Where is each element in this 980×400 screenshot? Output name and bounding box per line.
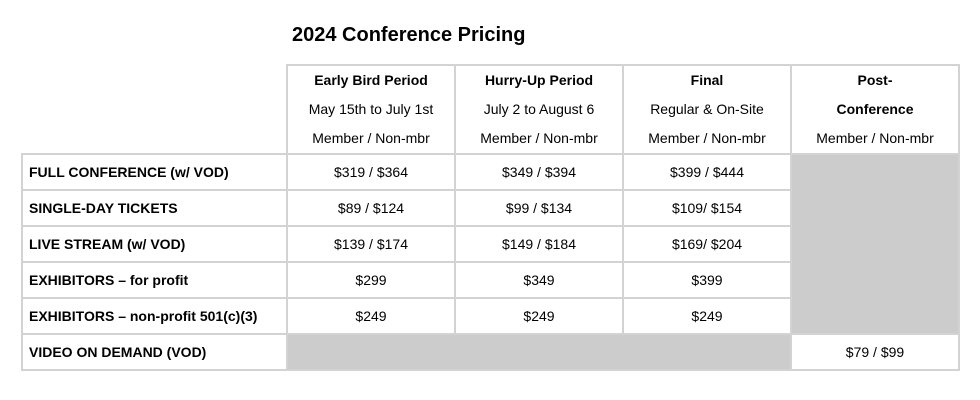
final-dates: Regular & On-Site (650, 101, 764, 117)
price-cell-final: $249 (623, 298, 791, 334)
vod-unavailable-cell (287, 334, 791, 370)
hurry-up-name: Hurry-Up Period (484, 72, 594, 88)
post-conference-member-label: Member / Non-mbr (816, 130, 934, 146)
row-label: EXHIBITORS – non-profit 501(c)(3) (22, 298, 287, 334)
table-row (22, 154, 959, 190)
price-cell-hurry: $249 (455, 298, 623, 334)
price-cell-final: $399 / $444 (623, 154, 791, 190)
price-cell-early: $139 / $174 (287, 226, 455, 262)
pricing-table (21, 64, 960, 371)
row-label: FULL CONFERENCE (w/ VOD) (22, 154, 287, 190)
header-final (623, 65, 791, 154)
price-cell-hurry: $99 / $134 (455, 190, 623, 226)
header-post-conference (791, 65, 959, 154)
price-cell-final: $169/ $204 (623, 226, 791, 262)
early-bird-member-label: Member / Non-mbr (312, 130, 430, 146)
price-cell-hurry: $149 / $184 (455, 226, 623, 262)
price-cell-hurry: $349 / $394 (455, 154, 623, 190)
final-member-label: Member / Non-mbr (648, 130, 766, 146)
header-early-bird (287, 65, 455, 154)
early-bird-dates: May 15th to July 1st (308, 101, 434, 117)
vod-row (22, 334, 959, 370)
price-cell-early: $249 (287, 298, 455, 334)
price-cell-final: $109/ $154 (623, 190, 791, 226)
price-cell-hurry: $349 (455, 262, 623, 298)
post-conference-name-line1: Post- (857, 72, 893, 88)
row-label: EXHIBITORS – for profit (22, 262, 287, 298)
header-row (22, 65, 959, 154)
vod-post-price-cell: $79 / $99 (791, 334, 959, 370)
post-conference-unavailable-cell (791, 154, 959, 334)
hurry-up-dates: July 2 to August 6 (483, 101, 595, 117)
page-title: 2024 Conference Pricing (292, 24, 526, 46)
hurry-up-member-label: Member / Non-mbr (480, 130, 598, 146)
price-cell-early: $319 / $364 (287, 154, 455, 190)
row-label: LIVE STREAM (w/ VOD) (22, 226, 287, 262)
early-bird-name: Early Bird Period (314, 72, 428, 88)
price-cell-early: $89 / $124 (287, 190, 455, 226)
header-corner-cell (22, 65, 287, 154)
post-conference-name-line2: Conference (836, 101, 914, 117)
row-label: SINGLE-DAY TICKETS (22, 190, 287, 226)
price-cell-early: $299 (287, 262, 455, 298)
price-cell-final: $399 (623, 262, 791, 298)
vod-row-label: VIDEO ON DEMAND (VOD) (22, 334, 287, 370)
header-hurry-up (455, 65, 623, 154)
final-name: Final (690, 72, 724, 88)
